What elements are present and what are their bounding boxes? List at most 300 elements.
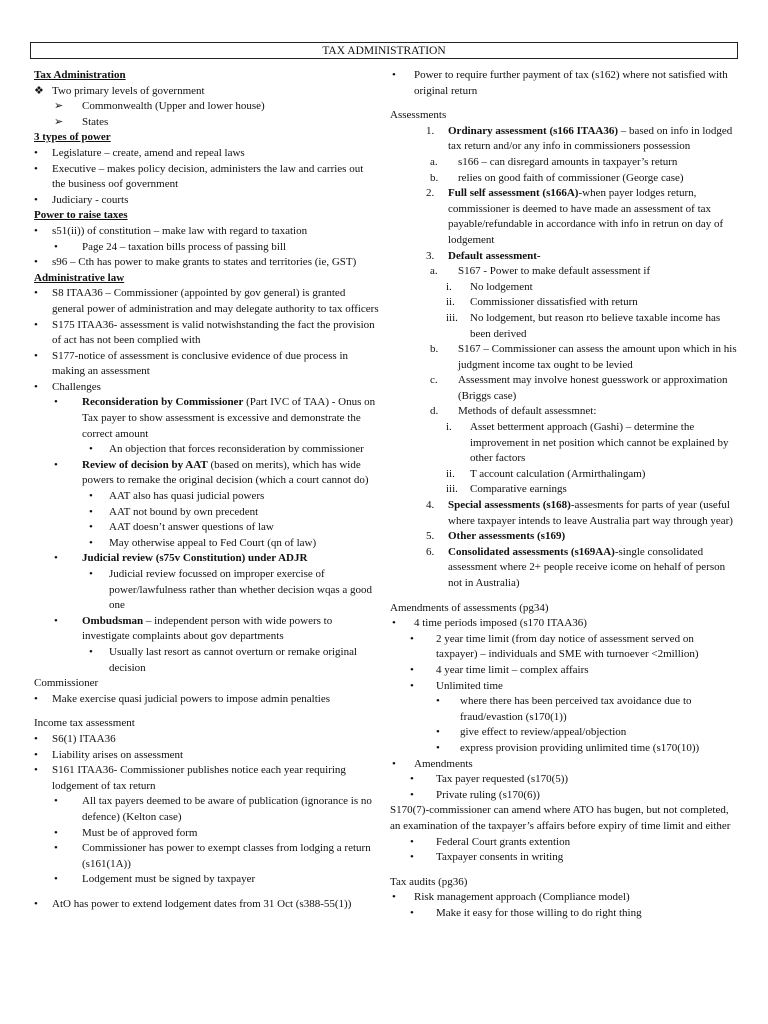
- list-number: d.: [430, 405, 439, 418]
- list-item: [390, 890, 738, 906]
- item-body: relies on good faith of commissioner (George case): [458, 171, 684, 184]
- item-text: [82, 826, 379, 842]
- list-item: [34, 84, 379, 100]
- section-heading: [390, 875, 738, 891]
- item-text: [448, 124, 738, 155]
- list-item: [390, 679, 738, 695]
- item-body: Usually last resort as cannot overturn or remake original decision: [109, 645, 358, 674]
- bullet-icon: •: [34, 146, 38, 159]
- item-body: Default assessment-: [448, 249, 541, 262]
- item-body: AtO has power to extend lodgement dates from 31 Oct (s388-55(1)): [52, 897, 352, 910]
- item-text: [458, 155, 738, 171]
- list-item: [390, 788, 738, 804]
- item-body: AAT also has quasi judicial powers: [109, 490, 265, 503]
- list-item: [390, 616, 738, 632]
- item-text: [82, 614, 379, 645]
- item-body: s166 – can disregard amounts in taxpayer’s return: [458, 155, 678, 168]
- list-item: [34, 255, 379, 271]
- item-text: [52, 763, 379, 794]
- bullet-icon: •: [54, 826, 58, 839]
- item-text: [390, 875, 738, 891]
- item-body: AAT not bound by own precedent: [109, 505, 259, 518]
- list-item: [390, 171, 738, 187]
- list-item: [34, 826, 379, 842]
- spacer: [34, 707, 379, 716]
- bullet-icon: •: [34, 193, 38, 206]
- item-body: Commissioner dissatisfied with return: [470, 296, 638, 309]
- bullet-icon: •: [89, 443, 93, 456]
- list-item: [34, 763, 379, 794]
- item-body: Federal Court grants extention: [436, 835, 571, 848]
- bullet-icon: •: [89, 645, 93, 658]
- item-body: Executive – makes policy decision, administers the law and carries out the business oof government: [52, 162, 364, 191]
- list-item: [34, 567, 379, 614]
- item-heading: Consolidated assessments (s169AA): [448, 545, 615, 558]
- list-item: [390, 482, 738, 498]
- item-text: [109, 442, 379, 458]
- list-item: [34, 732, 379, 748]
- bullet-icon: •: [54, 873, 58, 886]
- list-item: [390, 632, 738, 663]
- item-text: [460, 694, 738, 725]
- list-item: [34, 614, 379, 645]
- item-text: [52, 349, 379, 380]
- list-item: [34, 442, 379, 458]
- left-column: [34, 68, 379, 912]
- bullet-icon: •: [89, 536, 93, 549]
- item-body: An objection that forces reconsideration by commissioner: [109, 443, 364, 456]
- list-number: i.: [446, 421, 452, 434]
- item-body: Commissioner has power to exempt classes from lodging a return (s161(1A)): [82, 842, 371, 870]
- item-text: [82, 395, 379, 442]
- item-body: Liability arises on assessment: [52, 748, 184, 761]
- bullet-icon: •: [410, 788, 414, 801]
- item-text: [109, 520, 379, 536]
- item-text: [414, 616, 738, 632]
- list-item: [34, 240, 379, 256]
- item-text: [458, 404, 738, 420]
- item-body: -when payer lodges return, commissioner is deemed to have made an assessment of tax payable/refundable in accordance with info in retrun on day of lodgement: [448, 187, 724, 246]
- list-number: iii.: [446, 311, 458, 324]
- item-text: [390, 108, 738, 124]
- list-item: [390, 264, 738, 280]
- bullet-icon: •: [436, 741, 440, 754]
- list-item: [390, 498, 738, 529]
- item-body: s96 – Cth has power to make grants to states and territories (ie, GST): [52, 256, 357, 269]
- list-number: i.: [446, 280, 452, 293]
- bullet-icon: •: [89, 490, 93, 503]
- item-body: Income tax assessment: [34, 717, 135, 730]
- item-text: [34, 716, 379, 732]
- item-text: [436, 632, 738, 663]
- list-item: [390, 741, 738, 757]
- item-text: [82, 458, 379, 489]
- list-item: [34, 458, 379, 489]
- item-text: [448, 545, 738, 592]
- item-body: S167 – Commissioner can assess the amount upon which in his judgment income tax ought to be levied: [458, 343, 737, 371]
- item-text: [34, 208, 379, 224]
- section-heading: [390, 803, 738, 834]
- item-text: [436, 679, 738, 695]
- item-body: S177-notice of assessment is conclusive evidence of due process in making an assessment: [52, 349, 349, 378]
- list-number: 2.: [426, 187, 435, 200]
- item-body: Comparative earnings: [470, 483, 567, 496]
- item-body: Taxpayer consents in writing: [436, 851, 564, 864]
- list-item: [390, 68, 738, 99]
- item-text: [82, 841, 379, 872]
- item-text: [448, 529, 738, 545]
- item-body: S6(1) ITAA36: [52, 732, 116, 745]
- list-item: [34, 99, 379, 115]
- list-item: [390, 772, 738, 788]
- item-text: [82, 99, 379, 115]
- item-text: [52, 255, 379, 271]
- item-body: Methods of default assessmnet:: [458, 405, 597, 418]
- list-item: [390, 906, 738, 922]
- item-body: Power to raise taxes: [34, 209, 128, 222]
- list-number: 4.: [426, 499, 435, 512]
- item-body: Judiciary - courts: [52, 193, 129, 206]
- item-text: [458, 171, 738, 187]
- bullet-icon: •: [392, 617, 396, 630]
- item-text: [34, 68, 379, 84]
- item-text: [458, 264, 738, 280]
- item-body: -single consolidated assessment where 2+ people receive icome on hehalf of person not in Australia): [448, 545, 726, 589]
- item-body: S8 ITAA36 – Commissioner (appointed by gov general) is granted general power of administration and may delegate authority to tax officers: [52, 287, 379, 315]
- list-item: [34, 380, 379, 396]
- item-text: [52, 732, 379, 748]
- list-number: b.: [430, 343, 439, 356]
- item-body: s51(ii)) of constitution – make law with regard to taxation: [52, 224, 308, 237]
- list-item: [390, 835, 738, 851]
- item-body: Judicial review (s75v Constitution) under ADJR: [82, 552, 308, 565]
- item-text: [436, 788, 738, 804]
- spacer: [390, 866, 738, 875]
- list-item: [34, 489, 379, 505]
- item-text: [470, 482, 738, 498]
- list-item: [390, 373, 738, 404]
- bullet-icon: •: [392, 757, 396, 770]
- item-body: (based on merits), which has wide powers to remake the original decision (which a court cannot do): [82, 458, 369, 487]
- item-body: Tax audits (pg36): [390, 875, 468, 888]
- item-body: Unlimited time: [436, 679, 503, 692]
- bullet-icon: •: [436, 726, 440, 739]
- list-item: [34, 748, 379, 764]
- bullet-icon: •: [54, 842, 58, 855]
- item-body: Administrative law: [34, 271, 125, 284]
- spacer: [34, 888, 379, 897]
- section-heading: [390, 108, 738, 124]
- bullet-icon: •: [410, 851, 414, 864]
- bullet-icon: •: [436, 695, 440, 708]
- item-text: [109, 536, 379, 552]
- item-body: express provision providing unlimited time (s170(10)): [460, 741, 700, 754]
- list-item: [34, 115, 379, 131]
- item-body: -assesments for parts of year (useful where taxpayer intends to leave Australia part way through year): [448, 499, 733, 527]
- item-text: [436, 835, 738, 851]
- item-body: Commissioner: [34, 677, 99, 690]
- bullet-icon: •: [89, 505, 93, 518]
- item-text: [52, 224, 379, 240]
- list-item: [34, 551, 379, 567]
- item-text: [470, 295, 738, 311]
- list-item: [34, 349, 379, 380]
- list-number: 3.: [426, 249, 435, 262]
- item-text: [390, 803, 738, 834]
- item-body: Power to require further payment of tax (s162) where not satisfied with original return: [414, 69, 728, 97]
- item-body: T account calculation (Armirthalingam): [470, 467, 646, 480]
- item-text: [414, 890, 738, 906]
- bullet-icon: •: [410, 663, 414, 676]
- bullet-icon: •: [34, 287, 38, 300]
- bullet-icon: •: [392, 891, 396, 904]
- bullet-icon: •: [54, 458, 58, 471]
- list-number: iii.: [446, 483, 458, 496]
- bullet-icon: •: [410, 835, 414, 848]
- item-text: [52, 748, 379, 764]
- list-number: ii.: [446, 467, 455, 480]
- item-body: Amendments: [414, 757, 473, 770]
- item-text: [82, 115, 379, 131]
- item-text: [448, 498, 738, 529]
- item-text: [34, 130, 379, 146]
- item-body: Two primary levels of government: [52, 84, 205, 97]
- item-text: [458, 342, 738, 373]
- list-item: [34, 692, 379, 708]
- list-number: a.: [430, 155, 438, 168]
- item-body: Challenges: [52, 380, 101, 393]
- list-item: [34, 505, 379, 521]
- item-body: Assessment may involve honest guesswork or approximation (Briggs case): [458, 374, 728, 402]
- spacer: [390, 99, 738, 108]
- list-number: c.: [430, 374, 438, 387]
- item-body: 4 year time limit – complex affairs: [436, 663, 589, 676]
- item-body: Lodgement must be signed by taxpayer: [82, 873, 256, 886]
- item-text: [109, 645, 379, 676]
- list-item: [390, 663, 738, 679]
- item-body: No lodgement: [470, 280, 533, 293]
- list-item: [390, 529, 738, 545]
- item-body: 3 types of power: [34, 131, 111, 144]
- item-body: States: [82, 115, 109, 128]
- item-body: Amendments of assessments (pg34): [390, 601, 549, 614]
- item-body: Must be of approved form: [82, 826, 198, 839]
- item-heading: Ombudsman: [82, 614, 144, 627]
- item-body: May otherwise appeal to Fed Court (qn of law): [109, 536, 317, 549]
- item-text: [109, 489, 379, 505]
- item-text: [436, 906, 738, 922]
- item-text: [52, 162, 379, 193]
- section-heading: [34, 68, 379, 84]
- bullet-icon: •: [34, 732, 38, 745]
- list-item: [34, 162, 379, 193]
- item-text: [52, 146, 379, 162]
- bullet-icon: •: [410, 632, 414, 645]
- page-title: TAX ADMINISTRATION: [30, 42, 738, 59]
- item-heading: Review of decision by AAT: [82, 458, 208, 471]
- list-item: [34, 318, 379, 349]
- item-text: [52, 380, 379, 396]
- item-body: Assessments: [390, 109, 447, 122]
- list-number: 5.: [426, 530, 435, 543]
- list-item: [34, 395, 379, 442]
- list-item: [34, 536, 379, 552]
- bullet-icon: •: [89, 568, 93, 580]
- item-heading: Special assessments (s168): [448, 499, 571, 512]
- list-item: [34, 841, 379, 872]
- bullet-icon: •: [410, 906, 414, 919]
- bullet-icon: •: [34, 256, 38, 269]
- bullet-icon: •: [54, 552, 58, 565]
- list-item: [34, 193, 379, 209]
- bullet-icon: •: [34, 318, 38, 331]
- list-item: [390, 249, 738, 265]
- item-heading: Ordinary assessment (s166 ITAA36): [448, 124, 618, 137]
- item-body: give effect to review/appeal/objection: [460, 726, 627, 739]
- item-body: – independent person with wide powers to investigate complaints about gov departments: [82, 614, 333, 643]
- item-text: [470, 280, 738, 296]
- list-item: [390, 757, 738, 773]
- list-item: [390, 342, 738, 373]
- item-text: [460, 741, 738, 757]
- item-text: [82, 872, 379, 888]
- item-body: All tax payers deemed to be aware of publication (ignorance is no defence) (Kelton case): [82, 795, 372, 823]
- list-number: a.: [430, 265, 438, 278]
- bullet-icon: •: [392, 69, 396, 81]
- item-text: [460, 725, 738, 741]
- list-item: [390, 694, 738, 725]
- bullet-icon: •: [54, 396, 58, 409]
- bullet-icon: •: [54, 240, 58, 253]
- item-text: [34, 676, 379, 692]
- bullet-icon: ➢: [54, 100, 64, 113]
- section-heading: [34, 271, 379, 287]
- list-item: [390, 295, 738, 311]
- item-body: Make it easy for those willing to do right thing: [436, 906, 642, 919]
- item-text: [414, 757, 738, 773]
- list-number: 1.: [426, 124, 435, 137]
- list-item: [34, 897, 379, 913]
- bullet-icon: •: [34, 380, 38, 393]
- item-heading: Reconsideration by Commissioner: [82, 396, 244, 409]
- list-item: [390, 725, 738, 741]
- right-column: [390, 68, 738, 921]
- item-text: [436, 850, 738, 866]
- list-item: [34, 146, 379, 162]
- item-text: [470, 311, 738, 342]
- item-text: [436, 772, 738, 788]
- item-text: [52, 193, 379, 209]
- bullet-icon: •: [410, 773, 414, 786]
- bullet-icon: •: [34, 349, 38, 362]
- item-body: Page 24 – taxation bills process of passing bill: [82, 240, 287, 253]
- bullet-icon: •: [54, 795, 58, 808]
- list-number: 6.: [426, 545, 435, 558]
- list-item: [390, 280, 738, 296]
- item-text: [448, 249, 738, 265]
- item-text: [109, 505, 379, 521]
- bullet-icon: •: [34, 897, 38, 910]
- section-heading: [34, 716, 379, 732]
- list-item: [34, 645, 379, 676]
- item-body: Tax Administration: [34, 69, 126, 81]
- item-text: [109, 567, 379, 614]
- list-item: [34, 520, 379, 536]
- item-text: [52, 692, 379, 708]
- list-item: [390, 186, 738, 248]
- list-item: [390, 155, 738, 171]
- item-body: S175 ITAA36- assessment is valid notwishstanding the fact the provision of act has not been complied with: [52, 318, 375, 347]
- item-body: Commonwealth (Upper and lower house): [82, 100, 265, 113]
- bullet-icon: ❖: [34, 84, 44, 97]
- item-body: 4 time periods imposed (s170 ITAA36): [414, 617, 587, 630]
- item-body: Private ruling (s170(6)): [436, 788, 540, 801]
- list-item: [390, 467, 738, 483]
- list-item: [390, 404, 738, 420]
- item-text: [436, 663, 738, 679]
- item-text: [34, 271, 379, 287]
- item-text: [470, 420, 738, 467]
- item-body: Asset betterment approach (Gashi) – determine the improvement in net position which cannot be explained by other factors: [470, 421, 729, 465]
- list-number: b.: [430, 171, 439, 184]
- item-text: [52, 84, 379, 100]
- list-item: [390, 850, 738, 866]
- item-body: S167 - Power to make default assessment if: [458, 265, 651, 278]
- section-heading: [34, 676, 379, 692]
- item-body: S161 ITAA36- Commissioner publishes notice each year requiring lodgement of tax return: [52, 764, 346, 792]
- list-item: [34, 286, 379, 317]
- bullet-icon: ➢: [54, 115, 64, 128]
- bullet-icon: •: [34, 764, 38, 777]
- item-text: [448, 186, 738, 248]
- section-heading: [390, 601, 738, 617]
- section-heading: [34, 208, 379, 224]
- bullet-icon: •: [89, 521, 93, 534]
- item-text: [82, 240, 379, 256]
- item-text: [390, 601, 738, 617]
- item-text: [82, 794, 379, 825]
- item-text: [470, 467, 738, 483]
- bullet-icon: •: [34, 162, 38, 175]
- item-body: Legislature – create, amend and repeal laws: [52, 146, 245, 159]
- item-body: Tax payer requested (s170(5)): [436, 773, 569, 786]
- bullet-icon: •: [54, 614, 58, 627]
- section-heading: [34, 130, 379, 146]
- spacer: [390, 592, 738, 601]
- list-number: ii.: [446, 296, 455, 309]
- list-item: [390, 545, 738, 592]
- list-item: [390, 311, 738, 342]
- list-item: [34, 872, 379, 888]
- bullet-icon: •: [34, 748, 38, 761]
- item-body: Judicial review focussed on improper exercise of power/lawfulness rather than whether decision wqas a good one: [109, 568, 373, 612]
- item-body: – based on info in lodged tax return and/or any info in commissioners possession: [448, 124, 733, 153]
- item-heading: Full self assessment (s166A): [448, 187, 579, 200]
- item-body: where there has been perceived tax avoidance due to fraud/evastion (s170(1)): [460, 695, 692, 723]
- list-item: [34, 794, 379, 825]
- bullet-icon: •: [34, 224, 38, 237]
- item-text: [82, 551, 379, 567]
- bullet-icon: •: [410, 679, 414, 692]
- item-text: [458, 373, 738, 404]
- item-text: [52, 897, 379, 913]
- item-body: Risk management approach (Compliance model): [414, 891, 630, 904]
- item-text: [52, 318, 379, 349]
- item-text: [414, 68, 738, 99]
- item-text: [52, 286, 379, 317]
- item-body: (Part IVC of TAA) - Onus on Tax payer to show assessment is excessive and demonstrate the correct amount: [82, 396, 376, 440]
- item-body: S170(7)-commissioner can amend where ATO has bugen, but not completed, an examination of the taxpayer’s affairs before expiry of time limit and either: [390, 804, 731, 832]
